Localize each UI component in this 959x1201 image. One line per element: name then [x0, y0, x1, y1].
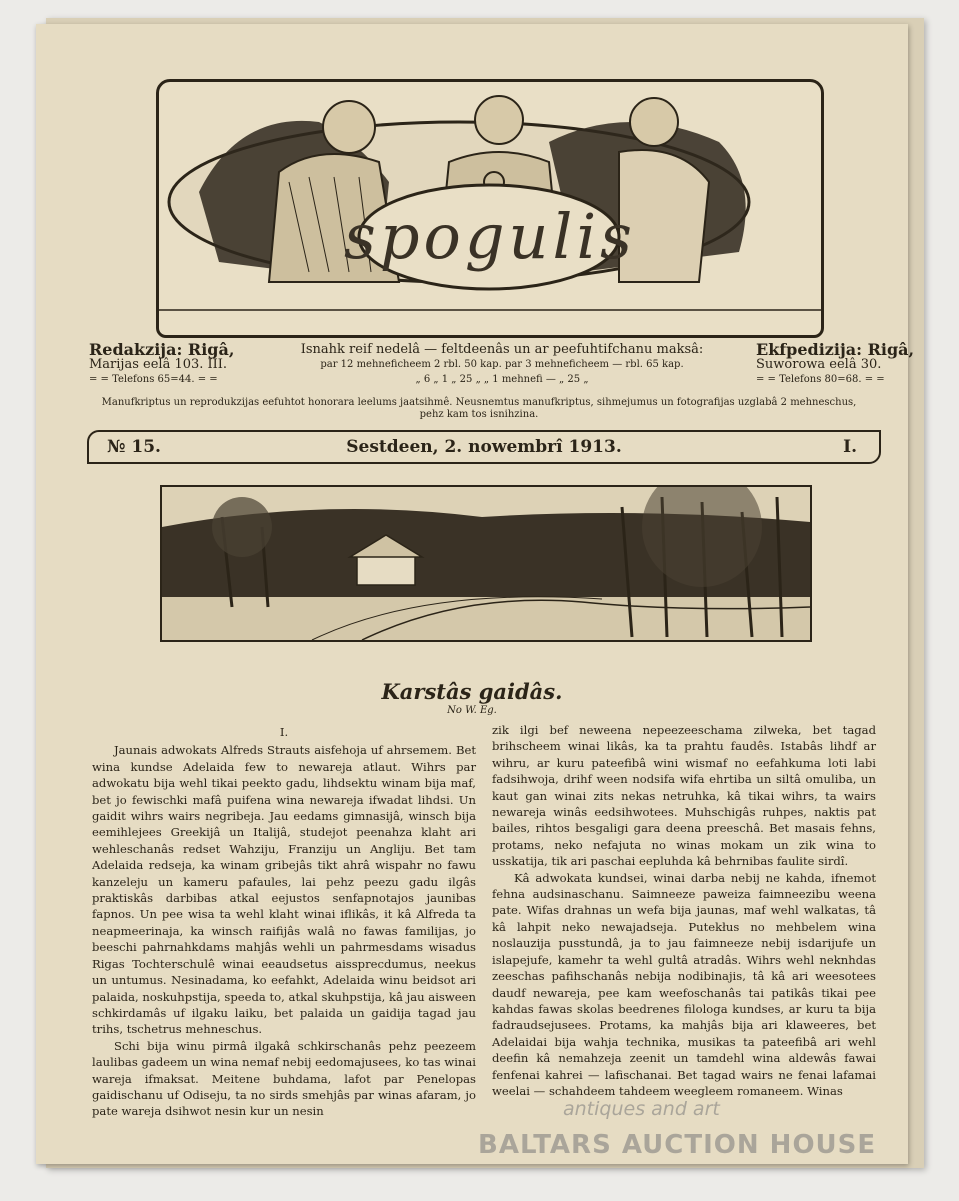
masthead-illustration	[156, 79, 824, 338]
paragraph: Kâ adwokata kundsei, winai darba nebij ne kahda, ifnemot fehna audsinaschanu. Saimneeze paweiza faimneezibu weena pate. Wifas drahnas un wefa bija jaunas, maf wehl walkatas, tâ kâ lahpit neko newajadseja. Putekłus no mehbelem wina noslauzija pusstundâ, ja to jau faimneeze nebij isdarijufe un islapejufe, kamehr ta wehl gultâ atradâs. Wihrs wehl neknhdas zeeschas pafihschanâs nebija nodibinajis, tâ kâ ari weesotees daudf newareja, pee kam weefoschanâs tai patikâs tikai pee kahdas fawas skolas beedrenes filologa kundses, ar kuru ta bija fadraudsejusees. Protams, ka mahjâs bija ari klaweeres, bet Adelaidai bija wahja technika, musikas ta pateefibâ ari wehl deefin kâ nemahzeja zeenit un tamdehl wina aldewâs fawai fenfenai kahrei — lafischanai. Bet tagad wairs ne fenai lafamai weelai — schahdeem tahdeem weegleem romaneem. Winas	[492, 870, 876, 1098]
editorial-title: Redakzija: Rigâ,	[89, 340, 235, 359]
newspaper-page	[36, 24, 915, 1164]
watermark-brand: BALTARS AUCTION HOUSE	[478, 1130, 877, 1160]
landscape-illustration	[160, 485, 812, 642]
expedition-address: Suworowa eelâ 30.	[756, 357, 882, 372]
masthead-logo: spogulis	[344, 200, 636, 273]
issue-number: № 15.	[107, 437, 161, 457]
landscape-drawing	[162, 487, 810, 640]
article-author: No W. Eg.	[447, 705, 497, 716]
dateline-bar	[87, 430, 881, 464]
subscription-line-3: „ 6 „ 1 „ 25 „ „ 1 mehnefi — „ 25 „	[415, 374, 589, 385]
section-number: I.	[279, 725, 289, 739]
article-title: Karstâs gaidâs.	[381, 679, 563, 704]
subscription-line-1: Isnahk reif nedelâ — feltdeenâs un ar peefuhtifchanu maksâ:	[300, 342, 704, 357]
editorial-address: Marijas eelâ 103. III.	[89, 357, 228, 372]
editorial-office	[89, 342, 259, 387]
manuscript-notice: Manufkriptus un reprodukzijas eefuhtot honorara leelums jaatsihmê. Neusnemtus manufkriptus, sihmejumus un fotografijas uzglabâ 2 mehneschus, pehz kam tos isnihzina.	[101, 397, 857, 420]
issue-date: Sestdeen, 2. nowembrî 1913.	[346, 437, 622, 457]
watermark-tagline: antiques and art	[563, 1098, 720, 1120]
editorial-phone: = = Telefons 65=44. = =	[89, 374, 218, 385]
expedition-phone: = = Telefons 80=68. = =	[756, 374, 885, 385]
auction-watermark	[478, 1098, 898, 1168]
paragraph: Schi bija winu pirmâ ilgakâ schkirschanâs pehz peezeem laulibas gadeem un wina nemaf nebij eedomajusees, ko tas winai wareja ifmaksat. Meitene buhdama, lafot par Penelopas gaidischanu uf Odiseju, ta no sirds smehjâs par winas afaram, jo pate wareja dsihwot nesin kur un nesin	[92, 1038, 476, 1119]
volume-mark: I.	[843, 437, 857, 457]
subscription-info	[282, 342, 722, 387]
article-column-left	[92, 724, 476, 1120]
article-column-right	[492, 722, 876, 1099]
expedition-office	[756, 342, 916, 387]
subscription-line-2: par 12 mehneficheem 2 rbl. 50 kap. par 3 mehneficheem — rbl. 65 kap.	[320, 359, 684, 370]
paragraph: Jaunais adwokats Alfreds Strauts aisfehoja uf ahrsemem. Bet wina kundse Adelaida few to newareja atlaut. Wihrs par adwokatu bija wehl tikai peekto gadu, lihdsektu winam bija maf, bet jo fewischki mafâ puifena wina newareja ifwadat lihdsi. Un gaidit wihrs wairs negribeja. Jau eedams gimnasijâ, winsch bija eemihlejees Greekijâ un Italijâ, studejot peenahza klaht ari wehleschanâs redset Wahziju, Franziju un Angliju. Bet tam Adelaida redseja, ka winam gribejâs tikt ahrâ wispahr no fawu kanzeleju un kameru pafaules, lai pehz peezu gadu ilgâs praktiskâs darbibas atkal eejustos senfapnotajos jaunibas fapnos. Un pee wisa ta wehl klaht winai iflikâs, it kâ Alfreda ta neapmeerinaja, ka winsch raifijâs walâ no fawas familijas, jo beeschi pahrnahkdams mahjâs wehli un pahrmesdams wisadus Rigas Tochterschulê winai eeaudsetus aissprecdumus, neekus un untumus. Nesinadama, ko eefahkt, Adelaida winu beidsot ari palaida, noskuhpstija, speeda to, atkal skuhpstija, kâ jau aisween schkirdamâs uf ilgaku laiku, bet palaida un gaidija tagad jau trihs, tschetrus mehneschus.	[92, 743, 476, 1037]
paragraph: zik ilgi bef neweena nepeezeeschama zilweka, bet tagad brihscheem winai likâs, ka ta prahtu faudês. Istabâs lihdf ar wihru, ar kuru pateefibâ wini wismaf no eefahkuma loti labi fadsihwoja, drihf ween nodsifa wifa ehrtiba un siltâ omuliba, un kaut gan winai zits nekas netruhka, kâ tikai wihrs, ta wairs newareja winâs eedsihwotees. Muhschigâs ruhpes, naktis pat bailes, rihtos besgaligi gara deena preeschâ. Bet masais fehns, protams, neko nefajuta no winas mokam un zik wina to usskatija, tik ari paschai eepluhda kâ behrnibas faulite sirdî.	[492, 723, 876, 869]
expedition-title: Ekfpedizija: Rigâ,	[756, 340, 915, 359]
